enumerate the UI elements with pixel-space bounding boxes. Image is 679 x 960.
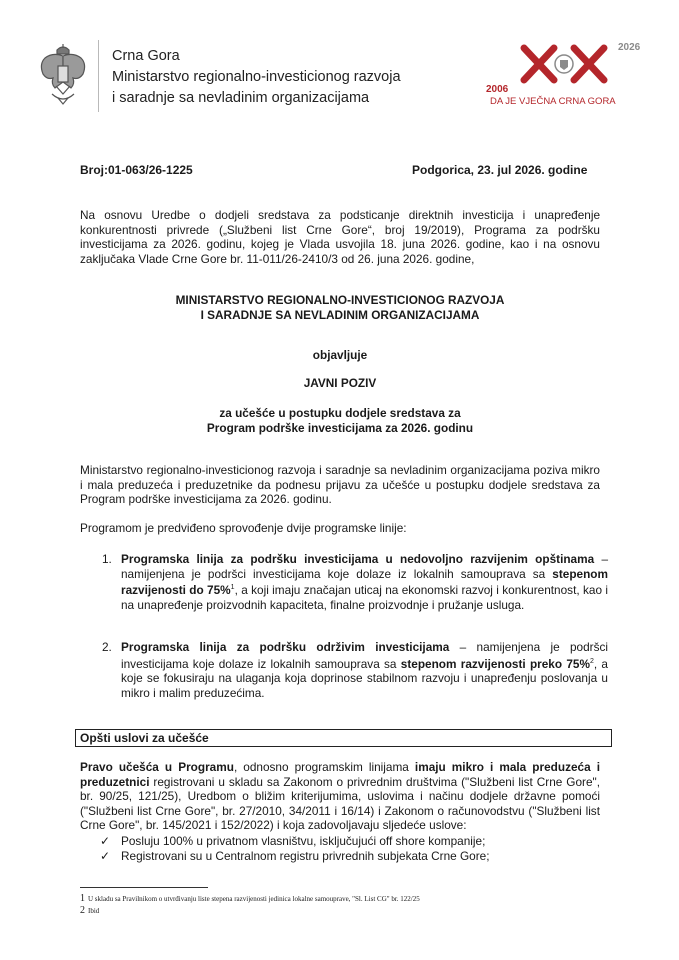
- document-number: Broj:01-063/26-1225: [80, 163, 193, 177]
- ministry-line-1: Crna Gora: [112, 48, 180, 64]
- section-bold-2: imaju mikro i mala preduzeća i preduzetnici: [80, 760, 600, 789]
- list-item-2-text-b: , a koje se fokusiraju na ulaganja koja doprinose stabilnom razvoju i unapređenju poslovanja u mikro i malim preduzećima.: [121, 656, 608, 700]
- footnote-2-number: 2: [80, 905, 85, 916]
- footnote-1-number: 1: [80, 893, 85, 904]
- logo-year-left: 2006: [486, 84, 509, 95]
- ministry-line-3: i saradnje sa nevladinim organizacijama: [112, 90, 370, 106]
- body-paragraph-1: Ministarstvo regionalno-investicionog razvoja i saradnje sa nevladinim organizacijama poziva mikro i mala preduzeća i preduzetnike da podnesu prijavu za učešće u postupku dodjele sredstava za Program podrške investicijama za 2026. godinu.: [80, 463, 600, 507]
- list-item-2: [121, 640, 608, 700]
- list-item-1-text-b: , a koji imaju značajan uticaj na ekonomski razvoj i konkurentnost, kao i na unapređenje proizvodnih kapaciteta, finalne proizvodnje i pružanje usluga.: [121, 583, 608, 612]
- list-number-1: 1.: [102, 552, 112, 566]
- header-divider: [98, 40, 99, 112]
- footnote-1: [80, 893, 420, 904]
- list-item-1: [121, 552, 608, 612]
- check-icon: ✓: [100, 849, 111, 863]
- footnote-1-text: U skladu sa Pravilnikom o utvrđivanju liste stepena razvijenosti jedinica lokalne samouprave, "Sl. List CG" br. 122/25: [88, 895, 420, 903]
- list-item-1-text-a: – namijenjena je podršci investicijama koje dolaze iz lokalnih samouprava sa: [121, 552, 609, 581]
- footnote-2-text: Ibid: [88, 907, 100, 915]
- condition-item-1: Posluju 100% u privatnom vlasništvu, isključujući off shore kompanije;: [121, 834, 486, 848]
- list-item-2-text-a: – namijenjena je podršci investicijama koje dolaze iz lokalnih samouprava sa: [121, 640, 609, 671]
- ministry-name: [112, 46, 401, 109]
- section-heading: Opšti uslovi za učešće: [80, 731, 209, 745]
- anniversary-logo: [480, 38, 640, 108]
- condition-item-2: Registrovani su u Centralnom registru privrednih subjekata Crne Gore;: [121, 849, 490, 863]
- section-text-2: registrovani u skladu sa Zakonom o privrednim društvima ("Službeni list Crne Gore", br. 90/25, 121/25), Uredbom o bližim kriterijumima, uslovima i načinu dodjele državne pomoći ("Službeni list Crne Gore", br. 27/2010, 34/2011 i 16/14) i Zakonom o računovodstvu ("Službeni list Crne Gore", br. 145/2021 i 152/2022) i koja zadovoljavaju sljedeće uslove:: [80, 774, 600, 833]
- issuer-line-2: I SARADNJE SA NEVLADINIM ORGANIZACIJAMA: [200, 308, 480, 322]
- section-bold-1: Pravo učešća u Programu: [80, 760, 234, 774]
- list-item-1-title: Programska linija za podršku investicijama u nedovoljno razvijenim opštinama: [121, 552, 595, 566]
- list-item-1-threshold: stepenom razvijenosti do 75%: [121, 566, 608, 598]
- coat-of-arms-icon: [38, 42, 88, 108]
- list-item-2-title: Programska linija za podršku održivim investicijama: [121, 640, 450, 654]
- document-date: Podgorica, 23. jul 2026. godine: [412, 163, 588, 177]
- footnote-ref-1: 1: [230, 584, 235, 592]
- list-number-2: 2.: [102, 640, 112, 654]
- check-icon: ✓: [100, 834, 111, 848]
- subtitle-line-1: za učešće u postupku dodjele sredstava za: [219, 406, 461, 420]
- javni-poziv-title: JAVNI POZIV: [303, 376, 377, 390]
- section-paragraph: [80, 760, 600, 833]
- subtitle-line-2: Program podrške investicijama za 2026. godinu: [206, 421, 474, 435]
- list-item-2-threshold: stepenom razvijenosti preko 75%: [400, 656, 590, 671]
- objavljuje-label: objavljuje: [312, 348, 368, 362]
- footnote-2: [80, 905, 99, 916]
- body-paragraph-2: Programom je predviđeno sprovođenje dvije programske linije:: [80, 521, 407, 535]
- intro-paragraph: Na osnovu Uredbe o dodjeli sredstava za podsticanje direktnih investicija i unapređenje konkurentnosti privrede („Službeni list Crne Gore“, broj 19/2019), Programa za podršku investicijama za 2026. godinu, kojeg je Vlada usvojila 18. juna 2026. godine, kao i na osnovu zaključaka Vlade Crne Gore br. 11-011/26-2410/3 od 26. juna 2026. godine,: [80, 208, 600, 266]
- footnote-ref-2: 2: [589, 657, 594, 665]
- section-heading-box: [75, 729, 612, 747]
- ministry-line-2: Ministarstvo regionalno-investicionog razvoja: [112, 69, 401, 85]
- issuer-line-1: MINISTARSTVO REGIONALNO-INVESTICIONOG RAZVOJA: [175, 293, 505, 307]
- logo-motto: DA JE VJEČNA CRNA GORA: [490, 96, 616, 107]
- logo-year-right: 2026: [618, 42, 640, 53]
- section-text-1: , odnosno programskim linijama: [233, 760, 415, 774]
- footnote-divider: [80, 887, 208, 888]
